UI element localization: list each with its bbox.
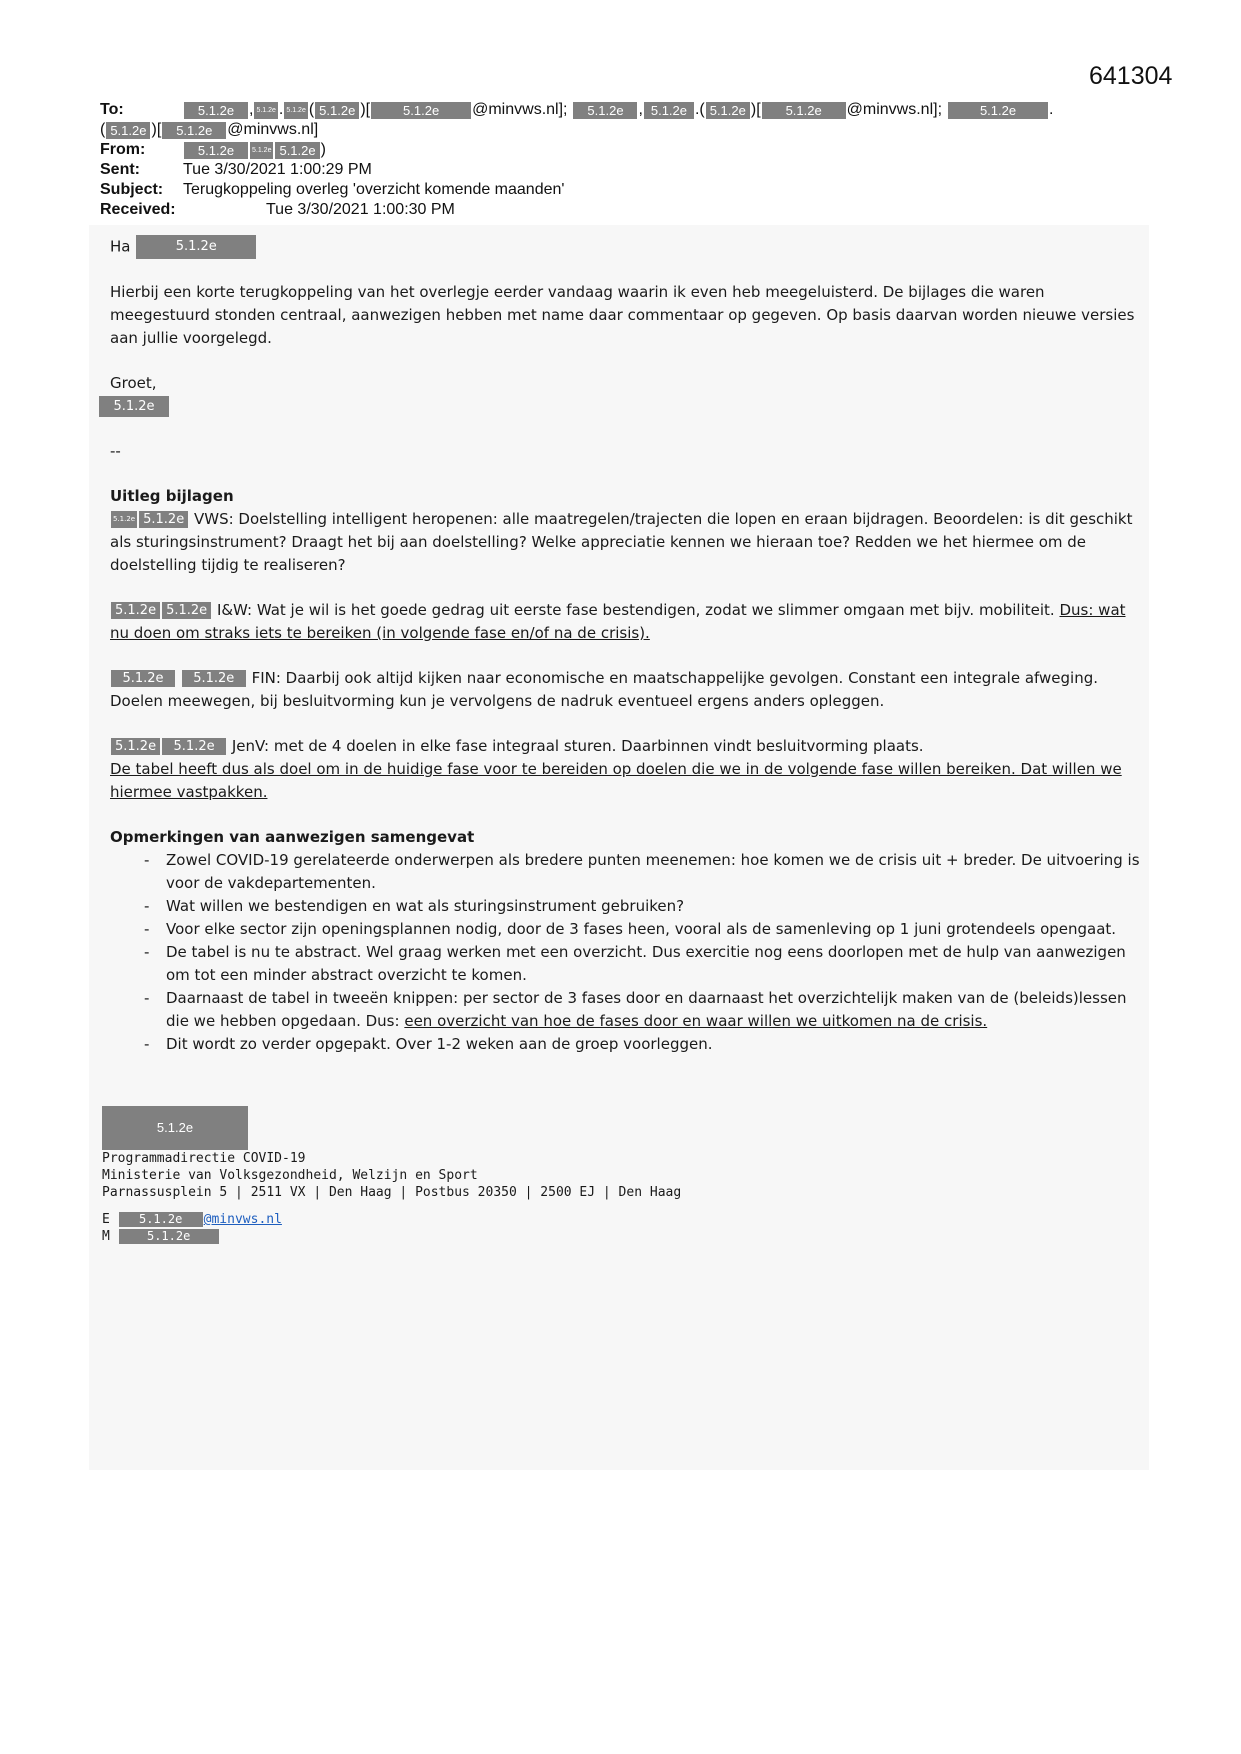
redaction: 5.1.2e xyxy=(184,142,248,159)
to-domain: @minvws.nl] xyxy=(227,121,319,138)
jenv-paragraph xyxy=(110,735,1140,758)
vws-paragraph xyxy=(110,508,1140,577)
redaction: 5.1.2e xyxy=(254,102,277,119)
redaction: 5.1.2e xyxy=(136,235,256,259)
subject-value: Terugkoppeling overleg 'overzicht komende maanden' xyxy=(183,181,565,198)
redaction: 5.1.2e xyxy=(111,670,175,687)
received-value: Tue 3/30/2021 1:00:30 PM xyxy=(266,201,455,218)
from-row: From: 5.1.2e 5.1.2e 5.1.2e ) xyxy=(100,141,326,158)
greeting: Ha xyxy=(110,237,131,256)
jenv-underlined: De tabel heeft dus als doel om in de huidige fase voor te bereiden op doelen die we in de volgende fase willen bereiken. Dat willen we hiermee vastpakken. xyxy=(110,760,1122,801)
redaction: 5.1.2e xyxy=(162,122,226,139)
attachments-heading: Uitleg bijlagen xyxy=(110,487,234,505)
list-item: - Voor elke sector zijn openingsplannen nodig, door de 3 fases heen, vooral als de samenleving op 1 juni grotendeels opengaat. xyxy=(166,918,1140,941)
to-row-continued: ( 5.1.2e )[ 5.1.2e @minvws.nl] xyxy=(100,121,319,138)
jenv-text: JenV: met de 4 doelen in elke fase integraal sturen. Daarbinnen vindt besluitvorming plaats. xyxy=(231,737,924,755)
redaction: 5.1.2e xyxy=(284,102,307,119)
redaction: 5.1.2e xyxy=(102,1106,248,1150)
list-item: - Zowel COVID-19 gerelateerde onderwerpen als bredere punten meenemen: hoe komen we de crisis uit + breder. De uitvoering is voor de vakdepartementen. xyxy=(166,849,1140,895)
redaction: 5.1.2e xyxy=(315,102,359,119)
redaction: 5.1.2e xyxy=(111,602,160,619)
signature-ministry: Ministerie van Volksgezondheid, Welzijn en Sport xyxy=(102,1168,478,1183)
email-label: E xyxy=(102,1212,110,1227)
greeting-line xyxy=(110,235,1140,259)
list-item: - Wat willen we bestendigen en wat als sturingsinstrument gebruiken? xyxy=(166,895,1140,918)
redaction: 5.1.2e xyxy=(99,396,169,417)
email-header xyxy=(100,100,1180,220)
document-number: 641304 xyxy=(1089,62,1173,90)
redaction: 5.1.2e xyxy=(119,1229,219,1244)
separator: -- xyxy=(110,442,121,460)
to-label: To: xyxy=(100,101,124,118)
list-item: - De tabel is nu te abstract. Wel graag werken met een overzicht. Dus exercitie nog eens doorlopen met de hulp van aanwezigen om tot een minder abstract overzicht te komen. xyxy=(166,941,1140,987)
redaction: 5.1.2e xyxy=(706,102,750,119)
signature-name xyxy=(102,1106,1140,1150)
closing: Groet, xyxy=(110,374,157,392)
redaction: 5.1.2e xyxy=(182,670,246,687)
mobile-label: M xyxy=(102,1229,110,1244)
received-row xyxy=(100,200,1180,220)
fin-paragraph xyxy=(110,667,1140,713)
signature-dept: Programmadirectie COVID-19 xyxy=(102,1151,306,1166)
message-body xyxy=(102,235,1140,1245)
redaction: 5.1.2e xyxy=(371,102,471,119)
received-label: Received: xyxy=(100,201,176,218)
signature-mobile-row xyxy=(102,1228,1140,1245)
fin-text: FIN: Daarbij ook altijd kijken naar economische en maatschappelijke gevolgen. Constant een integrale afweging. Doelen meewegen, bij besluitvorming kun je vervolgens de nadruk eventueel ergens anders opleggen. xyxy=(110,669,1099,710)
signature xyxy=(102,1106,1140,1245)
vws-text: VWS: Doelstelling intelligent heropenen: alle maatregelen/trajecten die lopen en eraan bijdragen. Beoordelen: is dit geschikt als sturingsinstrument? Draagt het bij aan doelstelling? Welke appreciatie kennen we hieraan toe? Redden we het hiermee om de doelstelling tijdig te realiseren? xyxy=(110,510,1133,574)
iw-paragraph xyxy=(110,599,1140,645)
redaction: 5.1.2e xyxy=(275,142,319,159)
redaction: 5.1.2e xyxy=(948,102,1048,119)
sent-label: Sent: xyxy=(100,161,140,178)
redaction: 5.1.2e xyxy=(162,602,211,619)
iw-text: I&W: Wat je wil is het goede gedrag uit eerste fase bestendigen, zodat we slimmer omgaan met bijv. mobiliteit. xyxy=(216,601,1055,619)
remarks-heading: Opmerkingen van aanwezigen samengevat xyxy=(110,828,475,846)
intro-paragraph: Hierbij een korte terugkoppeling van het overlegje eerder vandaag waarin ik even heb meegeluisterd. De bijlages die waren meegestuurd stonden centraal, aanwezigen hebben met name daar commentaar op gegeven. Op basis daarvan worden nieuwe versies aan jullie voorgelegd. xyxy=(110,283,1135,347)
redaction: 5.1.2e xyxy=(644,102,694,119)
list-item: - Dit wordt zo verder opgepakt. Over 1-2 weken aan de groep voorleggen. xyxy=(166,1033,1140,1056)
remarks-list xyxy=(110,849,1140,1056)
redaction: 5.1.2e xyxy=(184,102,248,119)
from-label: From: xyxy=(100,141,146,158)
signature-email-row xyxy=(102,1211,1140,1228)
sent-row xyxy=(100,160,1180,180)
to-domain: @minvws.nl]; xyxy=(472,101,568,118)
sent-value: Tue 3/30/2021 1:00:29 PM xyxy=(183,161,372,178)
email-link[interactable]: @minvws.nl xyxy=(203,1212,282,1227)
redaction: 5.1.2e xyxy=(111,738,160,755)
redaction: 5.1.2e xyxy=(162,738,226,755)
to-row: To: 5.1.2e , 5.1.2e . 5.1.2e ( 5.1.2e )[ 5.1.2e @minvws.nl]; 5.1.2e , 5.1.2e .( 5.1.2e )[ 5.1.2e @minvws.nl]; 5.1.2e . xyxy=(100,101,1054,118)
redaction: 5.1.2e xyxy=(139,511,188,528)
list-item xyxy=(166,987,1140,1033)
signature-address: Parnassusplein 5 | 2511 VX | Den Haag | Postbus 20350 | 2500 EJ | Den Haag xyxy=(102,1185,682,1200)
iw-underlined-text: Dus: wat nu doen om straks iets te bereiken (in volgende fase en/of na de crisis). xyxy=(110,601,1126,642)
bullet5-text: Daarnaast de tabel in tweeën knippen: per sector de 3 fases door en daarnaast het overzichtelijk maken van de (beleids)lessen die we hebben opgedaan. Dus: xyxy=(166,989,1127,1030)
redaction: 5.1.2e xyxy=(762,102,846,119)
sender-name-line xyxy=(98,395,1140,418)
redaction: 5.1.2e xyxy=(573,102,637,119)
redaction: 5.1.2e xyxy=(111,511,137,528)
subject-label: Subject: xyxy=(100,181,164,198)
redaction: 5.1.2e xyxy=(119,1212,203,1227)
redaction: 5.1.2e xyxy=(106,122,150,139)
bullet5-underlined: een overzicht van hoe de fases door en waar willen we uitkomen na de crisis. xyxy=(404,1012,988,1030)
to-domain: @minvws.nl]; xyxy=(846,101,943,118)
subject-row xyxy=(100,180,1180,200)
redaction: 5.1.2e xyxy=(250,142,273,159)
